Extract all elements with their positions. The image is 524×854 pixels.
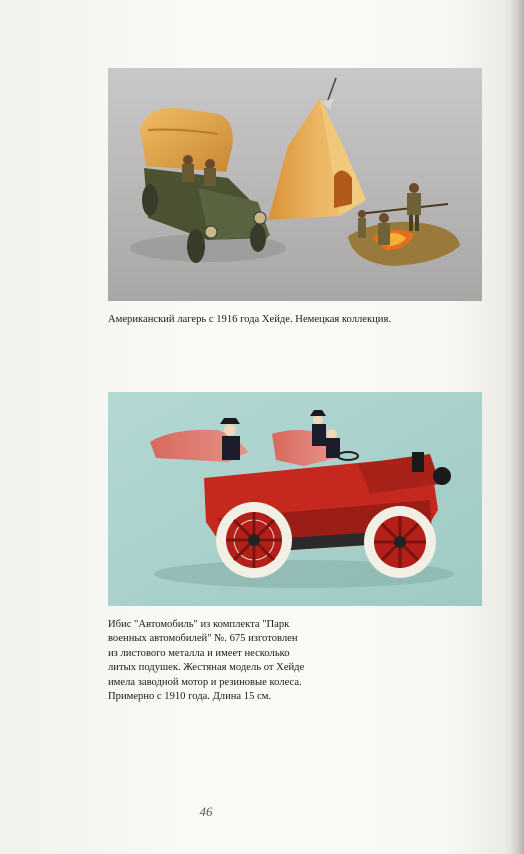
gutter-shadow (510, 0, 524, 854)
caption-line: Примерно с 1910 года. Длина 15 см. (108, 691, 272, 703)
photo-tin-automobile (108, 392, 482, 606)
photo-american-camp-image (108, 68, 482, 301)
caption-line: из листового металла и имеет несколько (108, 647, 290, 659)
photo-american-camp (108, 68, 482, 301)
photo-tin-automobile-image (108, 392, 482, 606)
caption-line: Ибис "Автомобиль" из комплекта "Парк (108, 619, 290, 630)
page-number: 46 (199, 804, 213, 819)
caption-tin-automobile (108, 618, 348, 704)
caption-line: литых подушек. Жестяная модель от Хейде (108, 662, 305, 674)
caption-american-camp: Американский лагерь с 1916 года Хейде. Немецкая коллекция. (108, 314, 391, 325)
caption-line: имела заводной мотор и резиновые колеса. (108, 676, 302, 688)
caption-line: военных автомобилей" №. 675 изготовлен (108, 633, 298, 645)
